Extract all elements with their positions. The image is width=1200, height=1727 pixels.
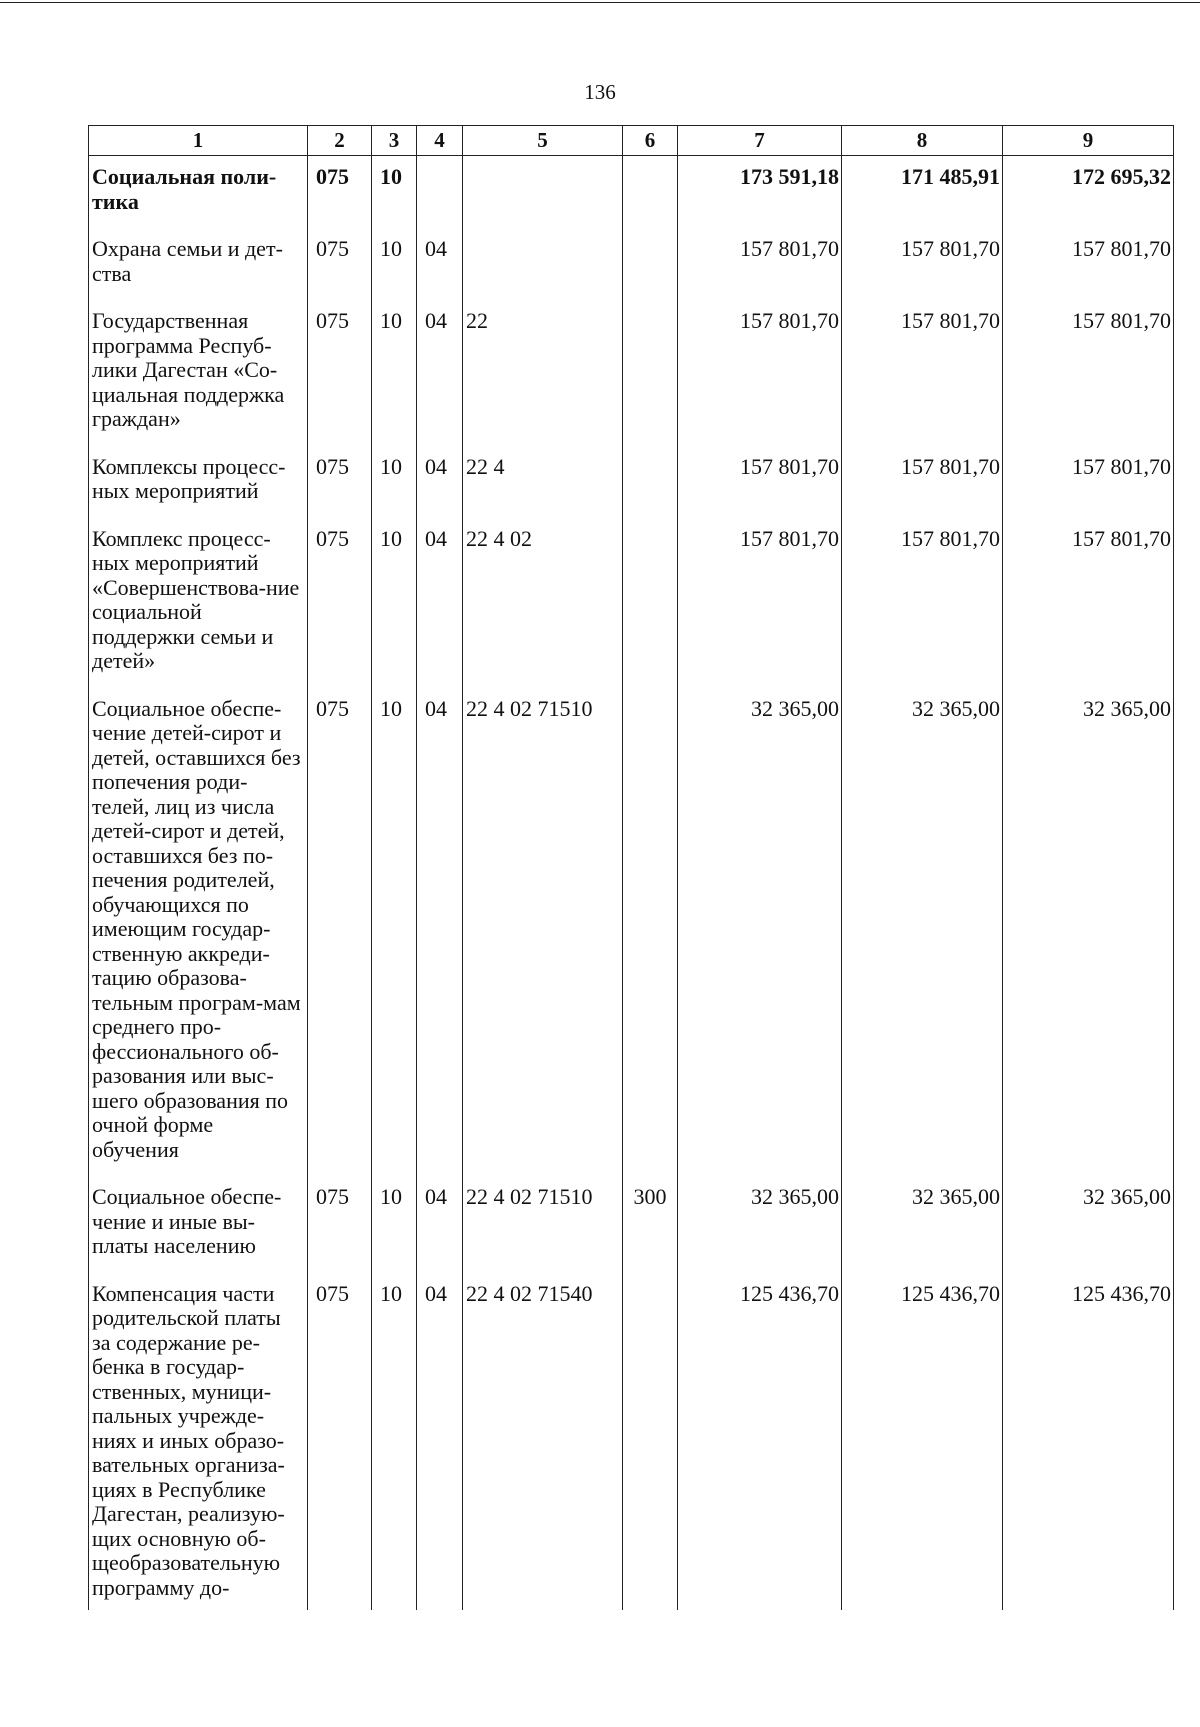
cell-col7: 157 801,70: [678, 455, 842, 527]
cell-col7: 32 365,00: [678, 697, 842, 1186]
cell-col8: 157 801,70: [842, 237, 1003, 309]
cell-col7: 32 365,00: [678, 1185, 842, 1282]
cell-col3: 10: [372, 697, 417, 1186]
table-row: [89, 237, 1174, 309]
cell-col4: [417, 156, 463, 238]
page-number: 136: [584, 80, 616, 104]
cell-col5: 22 4 02: [463, 527, 623, 697]
cell-col8: 32 365,00: [842, 1185, 1003, 1282]
column-header: 4: [417, 126, 463, 156]
cell-col4: 04: [417, 527, 463, 697]
cell-col8: 171 485,91: [842, 156, 1003, 238]
column-header: 3: [372, 126, 417, 156]
cell-col5: 22 4: [463, 455, 623, 527]
column-header: 5: [463, 126, 623, 156]
cell-col8: 157 801,70: [842, 527, 1003, 697]
cell-name: Охрана семьи и дет-ства: [89, 237, 308, 309]
cell-col5: 22 4 02 71510: [463, 697, 623, 1186]
cell-name: Социальное обеспе-чение детей-сирот и детей, оставшихся без попечения роди-телей, лиц из числа детей-сирот и детей, оставшихся без по-печения родителей, обучающихся по имеющим государ-ственную аккреди-тацию образова-тельным програм-мам среднего про-фессионального об-разования или выс-шего образования по очной форме обучения: [89, 697, 308, 1186]
cell-name: Социальная поли-тика: [89, 156, 308, 238]
cell-col4: 04: [417, 1282, 463, 1611]
cell-col7: 157 801,70: [678, 237, 842, 309]
cell-col9: 157 801,70: [1003, 455, 1174, 527]
cell-col3: 10: [372, 1185, 417, 1282]
cell-col4: 04: [417, 1185, 463, 1282]
cell-col7: 157 801,70: [678, 527, 842, 697]
cell-col9: 32 365,00: [1003, 1185, 1174, 1282]
table-row: [89, 455, 1174, 527]
cell-col3: 10: [372, 1282, 417, 1611]
cell-col3: 10: [372, 237, 417, 309]
cell-col6: [623, 1282, 678, 1611]
column-header: 2: [308, 126, 372, 156]
cell-col6: [623, 527, 678, 697]
cell-col2: 075: [308, 237, 372, 309]
table-row: [89, 309, 1174, 455]
cell-name: Социальное обеспе-чение и иные вы-платы населению: [89, 1185, 308, 1282]
cell-col5: [463, 237, 623, 309]
table-row: [89, 1282, 1174, 1611]
cell-col4: 04: [417, 309, 463, 455]
cell-col8: 157 801,70: [842, 309, 1003, 455]
cell-col4: 04: [417, 237, 463, 309]
cell-col5: [463, 156, 623, 238]
table-body: [89, 156, 1174, 1611]
cell-col4: 04: [417, 455, 463, 527]
cell-col9: 157 801,70: [1003, 237, 1174, 309]
table-row: [89, 156, 1174, 238]
cell-col8: 157 801,70: [842, 455, 1003, 527]
cell-col5: 22: [463, 309, 623, 455]
cell-col6: 300: [623, 1185, 678, 1282]
cell-col6: [623, 237, 678, 309]
cell-col9: 32 365,00: [1003, 697, 1174, 1186]
cell-col6: [623, 697, 678, 1186]
cell-col2: 075: [308, 697, 372, 1186]
column-header: 7: [678, 126, 842, 156]
cell-col3: 10: [372, 527, 417, 697]
cell-col4: 04: [417, 697, 463, 1186]
cell-col8: 32 365,00: [842, 697, 1003, 1186]
column-header: 1: [89, 126, 308, 156]
budget-table: [88, 125, 1174, 1610]
cell-col6: [623, 455, 678, 527]
cell-col9: 125 436,70: [1003, 1282, 1174, 1611]
table-row: [89, 1185, 1174, 1282]
header-row: [89, 126, 1174, 156]
column-header: 6: [623, 126, 678, 156]
cell-col2: 075: [308, 156, 372, 238]
table-row: [89, 697, 1174, 1186]
cell-name: Комплексы процесс-ных мероприятий: [89, 455, 308, 527]
cell-name: Комплекс процесс-ных мероприятий «Совершенствова-ние социальной поддержки семьи и детей»: [89, 527, 308, 697]
cell-col7: 157 801,70: [678, 309, 842, 455]
column-header: 8: [842, 126, 1003, 156]
cell-col5: 22 4 02 71510: [463, 1185, 623, 1282]
cell-col2: 075: [308, 527, 372, 697]
cell-col3: 10: [372, 455, 417, 527]
cell-col7: 173 591,18: [678, 156, 842, 238]
cell-col7: 125 436,70: [678, 1282, 842, 1611]
top-rule: [0, 2, 1200, 3]
cell-col9: 172 695,32: [1003, 156, 1174, 238]
cell-col2: 075: [308, 1185, 372, 1282]
column-header: 9: [1003, 126, 1174, 156]
cell-col2: 075: [308, 1282, 372, 1611]
cell-col3: 10: [372, 309, 417, 455]
table-row: [89, 527, 1174, 697]
cell-col5: 22 4 02 71540: [463, 1282, 623, 1611]
cell-col9: 157 801,70: [1003, 527, 1174, 697]
cell-col9: 157 801,70: [1003, 309, 1174, 455]
cell-col6: [623, 156, 678, 238]
cell-col8: 125 436,70: [842, 1282, 1003, 1611]
cell-name: Компенсация части родительской платы за содержание ре-бенка в государ-ственных, муници-пальных учрежде-ниях и иных образо-вательных организа-циях в Республике Дагестан, реализую-щих основную об-щеобразовательную программу до-: [89, 1282, 308, 1611]
cell-col2: 075: [308, 455, 372, 527]
cell-col2: 075: [308, 309, 372, 455]
cell-col3: 10: [372, 156, 417, 238]
cell-col6: [623, 309, 678, 455]
cell-name: Государственная программа Респуб-лики Дагестан «Со-циальная поддержка граждан»: [89, 309, 308, 455]
